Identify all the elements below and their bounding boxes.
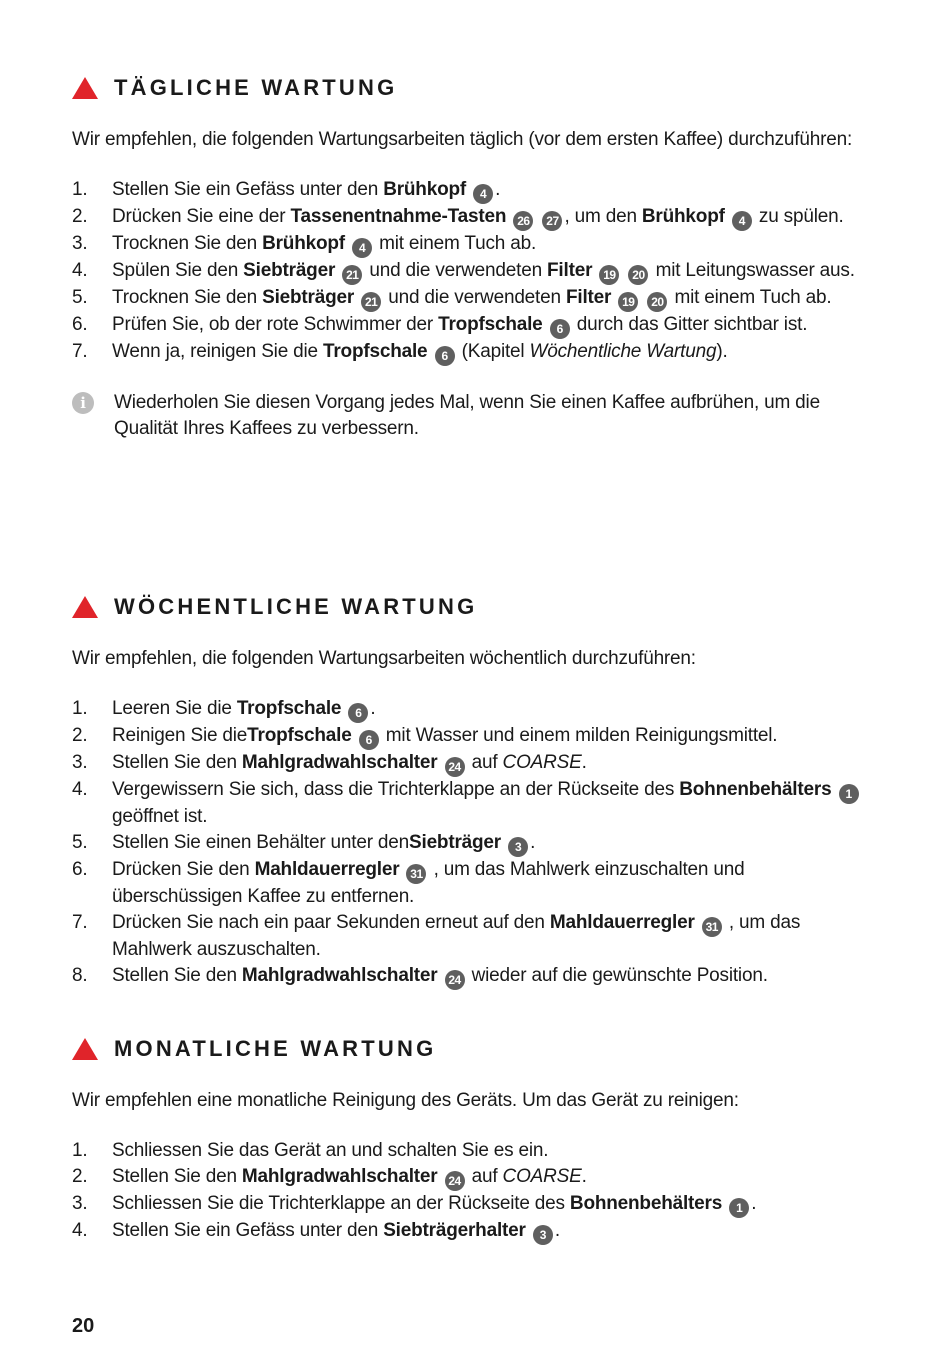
part-number-badge: 24 xyxy=(445,757,465,777)
part-number-badge: 4 xyxy=(732,211,752,231)
section-heading xyxy=(72,1034,872,1064)
step-item xyxy=(72,204,872,231)
component-name: Tropfschale xyxy=(247,725,352,746)
step-item xyxy=(72,723,872,750)
step-text: Trocknen Sie den Siebträger 21 und die verwendeten Filter 19 20 mit einem Tuch ab. xyxy=(112,285,872,312)
part-number-badge: 27 xyxy=(542,211,562,231)
component-name: Siebträgerhalter xyxy=(383,1220,526,1241)
part-number-badge: 6 xyxy=(348,703,368,723)
step-number: 2. xyxy=(72,1166,88,1187)
component-name: Mahlgradwahlschalter xyxy=(241,1166,438,1187)
section-heading xyxy=(72,73,872,103)
step-item xyxy=(72,1191,872,1218)
component-name: Brühkopf xyxy=(641,206,725,227)
part-number-badge: 1 xyxy=(729,1198,749,1218)
step-text: Stellen Sie einen Behälter unter denSiebträger 3 . xyxy=(112,830,872,857)
part-number-badge: 20 xyxy=(647,292,667,312)
step-number: 2. xyxy=(72,206,88,227)
step-item xyxy=(72,857,872,910)
part-number-badge: 6 xyxy=(435,346,455,366)
component-name: Brühkopf xyxy=(262,233,345,254)
section-monthly xyxy=(72,1034,872,1245)
step-number: 7. xyxy=(72,341,88,362)
step-item xyxy=(72,910,872,963)
step-text: Trocknen Sie den Brühkopf 4 mit einem Tuch ab. xyxy=(112,231,872,258)
section-title: MONATLICHE WARTUNG xyxy=(114,1036,437,1061)
component-name: Mahlgradwahlschalter xyxy=(241,752,438,773)
component-name: Bohnenbehälters xyxy=(679,779,832,800)
emphasis-text: Wöchentliche Wartung xyxy=(529,341,717,362)
step-item xyxy=(72,258,872,285)
part-number-badge: 26 xyxy=(513,211,533,231)
step-number: 7. xyxy=(72,912,88,933)
step-item xyxy=(72,1164,872,1191)
component-name: Siebträger xyxy=(243,260,336,281)
section-intro: Wir empfehlen eine monatliche Reinigung des Geräts. Um das Gerät zu reinigen: xyxy=(72,1090,739,1111)
part-number-badge: 19 xyxy=(618,292,638,312)
step-number: 3. xyxy=(72,233,88,254)
step-text: Stellen Sie den Mahlgradwahlschalter 24 wieder auf die gewünschte Position. xyxy=(112,963,872,990)
step-number: 8. xyxy=(72,965,88,986)
part-number-badge: 21 xyxy=(342,265,362,285)
step-number: 1. xyxy=(72,1140,88,1161)
step-number: 3. xyxy=(72,752,88,773)
step-list xyxy=(72,696,872,990)
part-number-badge: 19 xyxy=(599,265,619,285)
step-item xyxy=(72,1138,872,1164)
step-number: 6. xyxy=(72,859,88,880)
component-name: Tassenentnahme-Tasten xyxy=(290,206,507,227)
step-list xyxy=(72,1138,872,1245)
part-number-badge: 24 xyxy=(445,1171,465,1191)
step-text: Stellen Sie ein Gefäss unter den Siebträgerhalter 3 . xyxy=(112,1218,872,1245)
step-item xyxy=(72,312,872,339)
step-text: Spülen Sie den Siebträger 21 und die verwendeten Filter 19 20 mit Leitungswasser aus. xyxy=(112,258,872,285)
step-text: Drücken Sie nach ein paar Sekunden erneut auf den Mahldauerregler 31 , um das Mahlwerk auszuschalten. xyxy=(112,912,801,960)
section-title: TÄGLICHE WARTUNG xyxy=(114,75,398,100)
step-text: Drücken Sie den Mahldauerregler 31 , um das Mahlwerk einzuschalten und überschüssigen Kaffee zu entfernen. xyxy=(112,859,745,907)
step-text: Schliessen Sie die Trichterklappe an der Rückseite des Bohnenbehälters 1 . xyxy=(112,1191,872,1218)
section-intro: Wir empfehlen, die folgenden Wartungsarbeiten täglich (vor dem ersten Kaffee) durchzuführen: xyxy=(72,129,853,150)
step-item xyxy=(72,750,872,777)
component-name: Tropfschale xyxy=(438,314,543,335)
section-heading xyxy=(72,592,872,622)
step-number: 6. xyxy=(72,314,88,335)
warning-triangle-icon xyxy=(72,596,98,618)
emphasis-text: COARSE xyxy=(502,1166,582,1187)
step-item xyxy=(72,777,872,830)
component-name: Tropfschale xyxy=(322,341,428,362)
step-text: Schliessen Sie das Gerät an und schalten Sie es ein. xyxy=(112,1140,549,1161)
part-number-badge: 1 xyxy=(839,784,859,804)
component-name: Mahlgradwahlschalter xyxy=(241,965,438,986)
step-item xyxy=(72,963,872,990)
section-daily xyxy=(72,73,872,442)
step-item xyxy=(72,285,872,312)
component-name: Brühkopf xyxy=(383,179,467,200)
part-number-badge: 4 xyxy=(352,238,372,258)
step-text: Vergewissern Sie sich, dass die Trichterklappe an der Rückseite des Bohnenbehälters 1 geöffnet ist. xyxy=(112,777,872,830)
step-number: 4. xyxy=(72,260,88,281)
step-item xyxy=(72,339,872,366)
page-number: 20 xyxy=(72,1315,95,1337)
section-weekly xyxy=(72,592,872,990)
step-number: 3. xyxy=(72,1193,88,1214)
section-intro: Wir empfehlen, die folgenden Wartungsarbeiten wöchentlich durchzuführen: xyxy=(72,648,696,669)
emphasis-text: COARSE xyxy=(502,752,582,773)
step-text: Wenn ja, reinigen Sie die Tropfschale 6 (Kapitel Wöchentliche Wartung). xyxy=(112,339,872,366)
component-name: Tropfschale xyxy=(236,698,342,719)
part-number-badge: 31 xyxy=(406,864,426,884)
step-text: Drücken Sie eine der Tassenentnahme-Tasten 26 27 , um den Brühkopf 4 zu spülen. xyxy=(112,204,872,231)
part-number-badge: 21 xyxy=(361,292,381,312)
warning-triangle-icon xyxy=(72,77,98,99)
step-number: 2. xyxy=(72,725,88,746)
component-name: Filter xyxy=(547,260,593,281)
part-number-badge: 24 xyxy=(445,970,465,990)
step-number: 4. xyxy=(72,1220,88,1241)
step-text: Stellen Sie ein Gefäss unter den Brühkopf 4 . xyxy=(112,177,872,204)
component-name: Mahldauerregler xyxy=(549,912,695,933)
part-number-badge: 31 xyxy=(702,917,722,937)
step-text: Leeren Sie die Tropfschale 6 . xyxy=(112,696,872,723)
section-title: WÖCHENTLICHE WARTUNG xyxy=(114,594,478,619)
part-number-badge: 3 xyxy=(533,1225,553,1245)
warning-triangle-icon xyxy=(72,1038,98,1060)
step-number: 4. xyxy=(72,779,88,800)
step-list xyxy=(72,177,872,366)
step-item xyxy=(72,177,872,204)
component-name: Siebträger xyxy=(409,832,501,853)
step-item xyxy=(72,696,872,723)
step-text: Reinigen Sie dieTropfschale 6 mit Wasser und einem milden Reinigungsmittel. xyxy=(112,723,872,750)
step-number: 5. xyxy=(72,832,88,853)
step-number: 1. xyxy=(72,698,88,719)
step-text: Stellen Sie den Mahlgradwahlschalter 24 auf COARSE. xyxy=(112,1164,872,1191)
component-name: Siebträger xyxy=(262,287,355,308)
part-number-badge: 20 xyxy=(628,265,648,285)
step-item xyxy=(72,830,872,857)
info-icon: i xyxy=(72,392,94,414)
part-number-badge: 3 xyxy=(508,837,528,857)
step-number: 1. xyxy=(72,179,88,200)
step-number: 5. xyxy=(72,287,88,308)
component-name: Bohnenbehälters xyxy=(569,1193,723,1214)
part-number-badge: 6 xyxy=(359,730,379,750)
part-number-badge: 6 xyxy=(550,319,570,339)
step-item xyxy=(72,1218,872,1245)
component-name: Mahldauerregler xyxy=(254,859,400,880)
info-note-text: Wiederholen Sie diesen Vorgang jedes Mal, wenn Sie einen Kaffee aufbrühen, um die Qualität Ihres Kaffees zu verbessern. xyxy=(114,392,820,439)
info-note xyxy=(72,390,872,442)
step-text: Prüfen Sie, ob der rote Schwimmer der Tropfschale 6 durch das Gitter sichtbar ist. xyxy=(112,312,872,339)
step-item xyxy=(72,231,872,258)
step-text: Stellen Sie den Mahlgradwahlschalter 24 auf COARSE. xyxy=(112,750,872,777)
component-name: Filter xyxy=(565,287,612,308)
part-number-badge: 4 xyxy=(473,184,493,204)
